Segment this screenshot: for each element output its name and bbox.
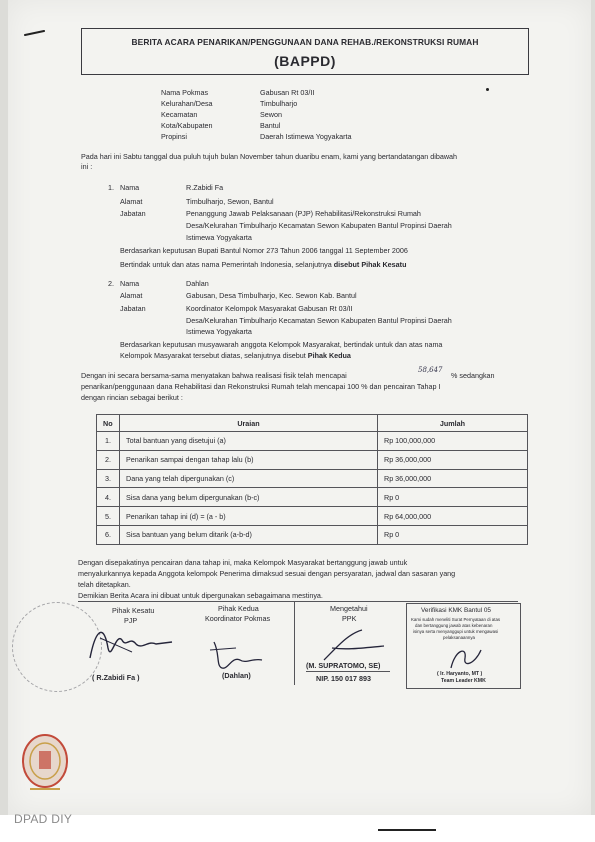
verification-text: dan bertanggung jawab atas kebenaran — [415, 623, 493, 628]
seal-logo-icon — [20, 731, 70, 797]
row-number: 3. — [97, 469, 120, 488]
signer-role: Mengetahui — [330, 604, 368, 613]
statement-line: dengan rincian sebagai berikut : — [81, 393, 183, 402]
field-label: Jabatan — [120, 304, 146, 313]
field-label: Alamat — [120, 291, 143, 300]
verification-title: Verifikasi KMK Bantul 05 — [421, 607, 491, 614]
verifier-name: ( Ir. Haryanto, MT ) — [437, 671, 483, 677]
row-description: Total bantuan yang disetujui (a) — [120, 432, 378, 451]
field-label: Nama — [120, 183, 140, 192]
basis-text: Kelompok Masyarakat tersebut diatas, selanjutnya disebut — [120, 351, 308, 360]
title-box — [81, 28, 529, 75]
info-value: Timbulharjo — [260, 99, 298, 108]
party-position: Istimewa Yogyakarta — [186, 327, 252, 336]
row-amount: Rp 64,000,000 — [378, 507, 528, 526]
page-footer-strip — [0, 815, 595, 842]
field-label: Jabatan — [120, 209, 146, 218]
signature-scribble-icon — [318, 626, 388, 666]
pen-mark-icon — [24, 30, 46, 36]
statement-line: Dengan ini secara bersama-sama menyatakan bahwa realisasi fisik telah mencapai — [81, 371, 347, 380]
row-amount: Rp 36,000,000 — [378, 450, 528, 469]
verification-text: isinya serta menyanggupi untuk mengawasi — [413, 629, 499, 634]
info-value: Sewon — [260, 110, 282, 119]
signature-top-rule — [78, 601, 518, 602]
info-label: Kecamatan — [161, 110, 198, 119]
party-basis — [120, 352, 351, 359]
acting-text: Bertindak untuk dan atas nama Pemerintah Indonesia, selanjutnya — [120, 260, 334, 269]
party-acting — [120, 261, 406, 268]
statement-line: penarikan/penggunaan dana Rehabilitasi dan Rekonstruksi Rumah telah mencapai 100 % dan pencairan Tahap I — [81, 382, 441, 391]
verification-text: pelaksanaannya — [443, 635, 475, 640]
intro-line: ini : — [81, 162, 93, 171]
signature-divider — [294, 601, 295, 685]
basis-role: Pihak Kedua — [307, 351, 351, 360]
party-name: Dahlan — [186, 279, 209, 288]
row-number: 1. — [97, 432, 120, 451]
signer-nip: NIP. 150 017 893 — [316, 674, 372, 683]
table-header-row — [97, 415, 528, 432]
party-number: 1. — [108, 183, 114, 192]
table-row — [97, 450, 528, 469]
watermark-label: DPAD DIY — [14, 812, 73, 826]
handwritten-percentage: 58,647 — [418, 366, 443, 374]
field-label: Alamat — [120, 197, 143, 206]
table-row — [97, 432, 528, 451]
closing-line: telah ditetapkan. — [78, 580, 131, 589]
signature-scribble-icon — [206, 636, 266, 674]
info-value: Bantul — [260, 121, 281, 130]
closing-line: Dengan disepakatinya pencairan dana tahap ini, maka Kelompok Masyarakat bertanggung jawab untuk — [78, 558, 408, 567]
column-header-jumlah: Jumlah — [378, 415, 528, 432]
row-amount: Rp 0 — [378, 488, 528, 507]
acting-role: disebut Pihak Kesatu — [333, 260, 407, 269]
table-row — [97, 488, 528, 507]
signer-name: (M. SUPRATOMO, SE) — [306, 661, 381, 670]
document-subtitle: (BAPPD) — [274, 53, 336, 69]
signature-scribble-icon — [445, 644, 485, 672]
closing-line: Demikian Berita Acara ini dibuat untuk dipergunakan sebagaimana mestinya. — [78, 591, 323, 600]
row-number: 2. — [97, 450, 120, 469]
table-row — [97, 525, 528, 544]
footer-bar — [378, 829, 436, 831]
closing-line: menyalurkannya kepada Anggota kelompok Penerima dimaksud sesuai dengan persyaratan, jadwal dan sasaran yang — [78, 569, 456, 578]
info-label: Kota/Kabupaten — [161, 121, 213, 130]
statement-line: % sedangkan — [451, 371, 495, 380]
row-amount: Rp 100,000,000 — [378, 432, 528, 451]
info-value: Daerah Istimewa Yogyakarta — [260, 132, 352, 141]
field-label: Nama — [120, 279, 140, 288]
party-position: Koordinator Kelompok Masyarakat Gabusan Rt 03/II — [186, 304, 353, 313]
row-description: Penarikan tahap ini (d) = (a - b) — [120, 507, 378, 526]
verification-box — [406, 603, 521, 689]
verifier-role: Team Leader KMK — [441, 678, 486, 684]
row-description: Penarikan sampai dengan tahap lalu (b) — [120, 450, 378, 469]
row-amount: Rp 36,000,000 — [378, 469, 528, 488]
row-number: 5. — [97, 507, 120, 526]
signer-role: Pihak Kesatu — [112, 606, 155, 615]
document-page — [8, 0, 591, 815]
info-label: Kelurahan/Desa — [161, 99, 213, 108]
intro-line: Pada hari ini Sabtu tanggal dua puluh tujuh bulan November tahun duaribu enam, kami yang bertandatangan dibawah — [81, 152, 458, 161]
party-position: Istimewa Yogyakarta — [186, 233, 252, 242]
party-name: R.Zabidi Fa — [186, 183, 224, 192]
column-header-no: No — [97, 415, 120, 432]
party-address: Gabusan, Desa Timbulharjo, Kec. Sewon Kab. Bantul — [186, 291, 357, 300]
info-value: Gabusan Rt 03/II — [260, 88, 315, 97]
party-position: Desa/Kelurahan Timbulharjo Kecamatan Sewon Kabupaten Bantul Propinsi Daerah — [186, 221, 452, 230]
party-address: Timbulharjo, Sewon, Bantul — [186, 197, 274, 206]
verification-text: Kami sudah meneliti Surat Pernyataan di atas — [411, 617, 501, 622]
row-number: 6. — [97, 525, 120, 544]
party-position: Desa/Kelurahan Timbulharjo Kecamatan Sewon Kabupaten Bantul Propinsi Daerah — [186, 316, 452, 325]
signer-name: ( R.Zabidi Fa ) — [92, 673, 140, 682]
signer-subrole: PJP — [124, 616, 138, 625]
name-underline — [306, 671, 390, 672]
signer-role: Pihak Kedua — [218, 604, 259, 613]
info-label: Nama Pokmas — [161, 88, 209, 97]
row-description: Dana yang telah dipergunakan (c) — [120, 469, 378, 488]
signature-scribble-icon — [86, 618, 176, 666]
document-title: BERITA ACARA PENARIKAN/PENGGUNAAN DANA REHAB./REKONSTRUKSI RUMAH — [131, 37, 479, 47]
row-amount: Rp 0 — [378, 525, 528, 544]
party-position: Penanggung Jawab Pelaksanaan (PJP) Rehabilitasi/Rekonstruksi Rumah — [186, 209, 421, 218]
row-description: Sisa dana yang belum dipergunakan (b-c) — [120, 488, 378, 507]
fund-table — [96, 414, 528, 545]
row-number: 4. — [97, 488, 120, 507]
signer-name: (Dahlan) — [222, 671, 251, 680]
ink-dot — [486, 88, 489, 91]
table-row — [97, 469, 528, 488]
party-basis: Berdasarkan keputusan musyawarah anggota Kelompok Masyarakat, bertindak untuk dan atas nama — [120, 340, 443, 349]
signer-subrole: PPK — [342, 614, 357, 623]
info-label: Propinsi — [161, 132, 187, 141]
party-basis: Berdasarkan keputusan Bupati Bantul Nomor 273 Tahun 2006 tanggal 11 September 2006 — [120, 246, 408, 255]
column-header-uraian: Uraian — [120, 415, 378, 432]
party-number: 2. — [108, 279, 114, 288]
table-row — [97, 507, 528, 526]
row-description: Sisa bantuan yang belum ditarik (a-b-d) — [120, 525, 378, 544]
signer-subrole: Koordinator Pokmas — [205, 614, 271, 623]
